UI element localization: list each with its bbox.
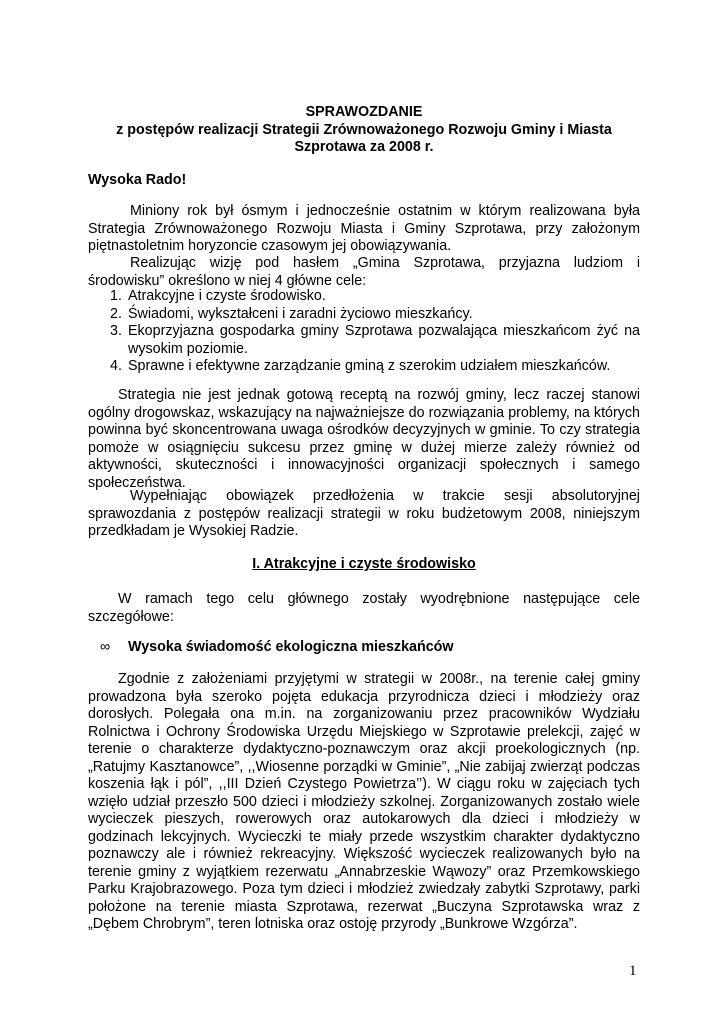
strategy-paragraph-1: Strategia nie jest jednak gotową receptą na rozwój gminy, lecz raczej stanowi ogólny drogowskaz, wskazujący na najważniejsze do rozwiązania problemy, na których powinna być skoncentrowana uwaga ośrodków decyzyjnych w gminie. To czy strategia pomoże w osiągnięciu sukcesu przez gminę w dużej mierze zależy również od aktywności, skuteczności i innowacyjności organizacji społecznych i samego społeczeństwa. [88,387,640,491]
title-line-1: SPRAWOZDANIE [305,104,423,120]
greeting: Wysoka Rado! [88,172,187,188]
goal-item [88,358,640,376]
goal-text: Sprawne i efektywne zarządzanie gminą z szerokim udziałem mieszkańców. [128,358,611,374]
goal-number: 1. [110,288,122,304]
goals-list [88,288,640,376]
subgoal-heading [100,639,454,655]
goal-text: Świadomi, wykształceni i zaradni życiowo mieszkańcy. [128,305,473,322]
document-title [88,104,640,157]
intro-paragraph-1: Miniony rok był ósmym i jednocześnie ostatnim w którym realizowana była Strategia Zrównoważonego Rozwoju Miasta i Gminy Szprotawa, przy założonym piętnastoletnim horyzoncie czasowym jej obowiązywania. [88,203,640,254]
goal-item [88,288,640,306]
goal-number: 2. [110,305,122,322]
infinity-bullet-icon: ∞ [100,639,111,655]
page-number: 1 [629,963,637,979]
section-heading [88,556,640,572]
goal-number: 4. [110,358,122,374]
section-heading-text: I. Atrakcyjne i czyste środowisko [252,556,476,572]
strategy-paragraph-2: Wypełniając obowiązek przedłożenia w trakcie sesji absolutoryjnej sprawozdania z postępów realizacji strategii w roku budżetowym 2008, niniejszym przedkładam je Wysokiej Radzie. [88,488,640,539]
goal-item [88,323,640,358]
goal-text: Ekoprzyjazna gospodarka gminy Szprotawa pozwalająca mieszkańcom żyć na wysokim poziomie. [128,323,640,357]
goal-item [88,306,640,324]
goal-text: Atrakcyjne i czyste środowisko. [128,288,326,304]
section-intro: W ramach tego celu głównego zostały wyodrębnione następujące cele szczegółowe: [88,591,640,625]
section-body: Zgodnie z założeniami przyjętymi w strategii w 2008r., na terenie całej gminy prowadzona była szeroko pojęta edukacja przyrodnicza dzieci i młodzieży oraz dorosłych. Polegała ona m.in. na zorganizowaniu przez pracowników Wydziału Rolnictwa i Ochrony Środowiska Urzędu Miejskiego w Szprotawie prelekcji, zajęć w terenie o charakterze dydaktyczno-poznawczym oraz akcji proekologicznych (np. „Ratujmy Kasztanowce”, ,,Wiosenne porządki w Gminie”, „Nie zabijaj zwierząt podczas koszenia łąk i pól”, ,,III Dzień Czystego Powietrza’’). W ciągu roku w zajęciach tych wzięło udział przeszło 500 dzieci i młodzieży szkolnej. Zorganizowanych zostało wiele wycieczek pieszych, rowerowych oraz autokarowych dla dzieci i młodzieży w godzinach lekcyjnych. Wycieczki te miały przede wszystkim charakter dydaktyczno poznawczy ale i również rekreacyjny. Większość wycieczek realizowanych było na terenie gminy z wyjątkiem rezerwatu „Annabrzeskie Wąwozy” oraz Przemkowskiego Parku Krajobrazowego. Poza tym dzieci i młodzież zwiedzały zabytki Szprotawy, parki położone na terenie miasta Szprotawa, rezerwat „Buczyna Szprotawska wraz z „Dębem Chrobrym”, teren lotniska oraz ostoję przyrody „Bunkrowe Wzgórza”. [88,671,640,932]
intro-paragraph-2: Realizując wizję pod hasłem „Gmina Szprotawa, przyjazna ludziom i środowisku” określono w niej 4 główne cele: [88,255,640,289]
subgoal-heading-text: Wysoka świadomość ekologiczna mieszkańców [128,639,454,655]
title-line-2: z postępów realizacji Strategii Zrównoważonego Rozwoju Gminy i Miasta [116,121,612,138]
title-line-3: Szprotawa za 2008 r. [294,139,434,155]
goal-number: 3. [110,323,122,339]
